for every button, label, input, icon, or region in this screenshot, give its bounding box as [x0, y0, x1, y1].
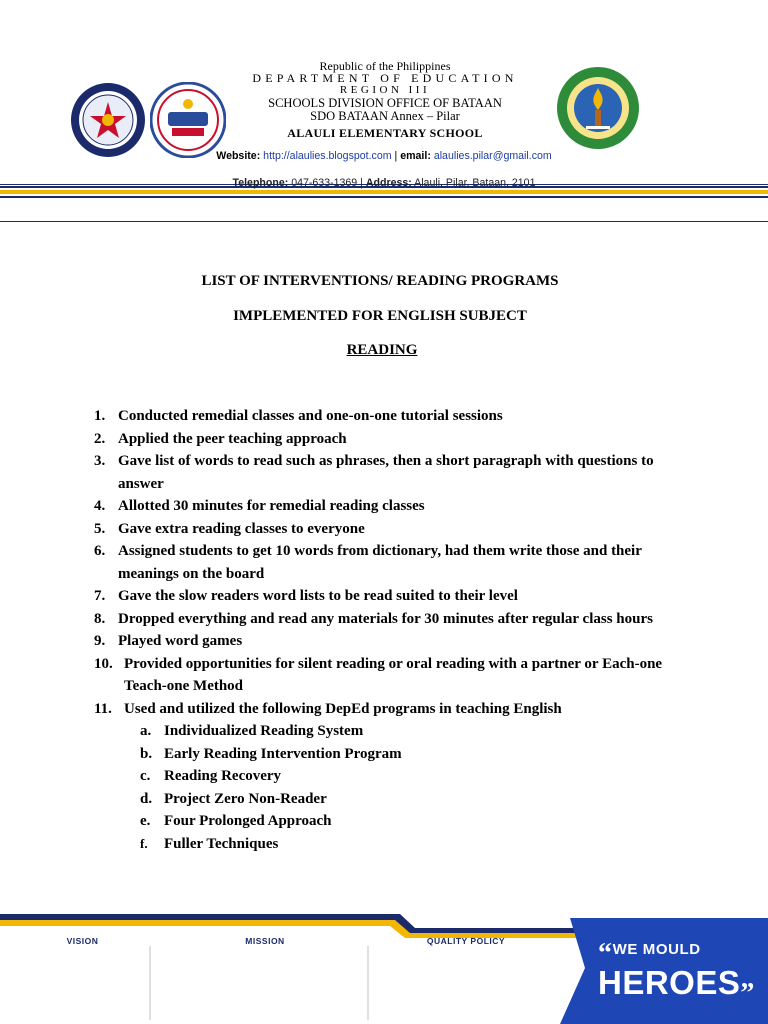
- school-name: ALAULI ELEMENTARY SCHOOL: [287, 126, 483, 140]
- list-item: 4. Allotted 30 minutes for remedial reading classes: [94, 498, 425, 514]
- website-link[interactable]: http://alaulies.blogspot.com: [263, 150, 392, 162]
- telephone-value: 047-633-1369: [291, 177, 358, 189]
- mission-section: [170, 936, 360, 946]
- sub-list-item: c. Reading Recovery: [140, 768, 282, 784]
- slogan-line-2: HEROES: [598, 964, 741, 1001]
- close-quote-icon: ”: [740, 978, 755, 1009]
- list-item: 7. Gave the slow readers word lists to be read suited to their level: [94, 588, 518, 604]
- vision-section: [30, 936, 135, 946]
- open-quote-icon: “: [598, 938, 613, 969]
- website-label: Website:: [216, 150, 261, 162]
- band-stripe: [0, 190, 768, 194]
- list-item: 9. Played word games: [94, 633, 243, 649]
- sub-list-item: d. Project Zero Non-Reader: [140, 790, 327, 807]
- deped-bataan-logo: [150, 82, 226, 158]
- email-label: email:: [400, 150, 431, 162]
- contact-line: [0, 151, 768, 162]
- republic-label: Republic of the Philippines: [319, 59, 451, 73]
- vision-heading: VISION: [66, 936, 99, 946]
- telephone-label: Telephone:: [232, 177, 289, 189]
- address-label: Address:: [365, 177, 412, 189]
- division-label: SCHOOLS DIVISION OFFICE OF BATAAN: [268, 96, 502, 110]
- slogan: [598, 930, 755, 1009]
- section-heading: READING: [346, 342, 418, 358]
- document-title: LIST OF INTERVENTIONS/ READING PROGRAMS: [201, 273, 559, 289]
- quality-policy-heading: QUALITY POLICY: [426, 936, 506, 946]
- list-item: 5. Gave extra reading classes to everyone: [94, 520, 365, 537]
- sdo-label: SDO BATAAN Annex – Pilar: [310, 109, 460, 123]
- department-label: DEPARTMENT OF EDUCATION: [252, 71, 518, 85]
- deped-seal-logo: [70, 82, 146, 158]
- list-item: 11. Used and utilized the following DepEd programs in teaching English: [94, 700, 562, 717]
- separator: |: [394, 150, 398, 162]
- alauli-school-logo: [556, 66, 640, 150]
- list-item: 10. Provided opportunities for silent reading or oral reading with a partner or Each-one Teach-one Method: [94, 655, 663, 694]
- list-item: 3. Gave list of words to read such as phrases, then a short paragraph with questions to answer: [94, 453, 654, 492]
- separator: |: [360, 177, 363, 189]
- mission-heading: MISSION: [245, 936, 285, 946]
- page-footer: [0, 908, 768, 1024]
- list-item: 2. Applied the peer teaching approach: [94, 430, 347, 447]
- document-subtitle: IMPLEMENTED FOR ENGLISH SUBJECT: [233, 308, 527, 324]
- interventions-list: [94, 405, 694, 855]
- letterhead: [0, 0, 768, 200]
- sub-list-item: f. Fuller Techniques: [140, 835, 279, 852]
- list-item: 8. Dropped everything and read any materials for 30 minutes after regular class hours: [94, 610, 653, 627]
- region-label: REGION III: [339, 84, 431, 96]
- list-item: 1. Conducted remedial classes and one-on-one tutorial sessions: [94, 408, 503, 424]
- sub-list-item: e. Four Prolonged Approach: [140, 813, 332, 829]
- sub-list-item: b. Early Reading Intervention Program: [140, 745, 402, 762]
- sub-list-item: a. Individualized Reading System: [140, 723, 364, 739]
- address-value: Alauli, Pilar, Bataan, 2101: [414, 177, 536, 189]
- band-stripe: [0, 196, 768, 198]
- quality-policy-section: [378, 936, 554, 946]
- email-link[interactable]: alaulies.pilar@gmail.com: [433, 150, 552, 162]
- telephone-line: [0, 178, 768, 189]
- list-item: 6. Assigned students to get 10 words from dictionary, had them write those and their meanings on the board: [94, 543, 642, 582]
- slogan-line-1: WE MOULD: [612, 941, 701, 958]
